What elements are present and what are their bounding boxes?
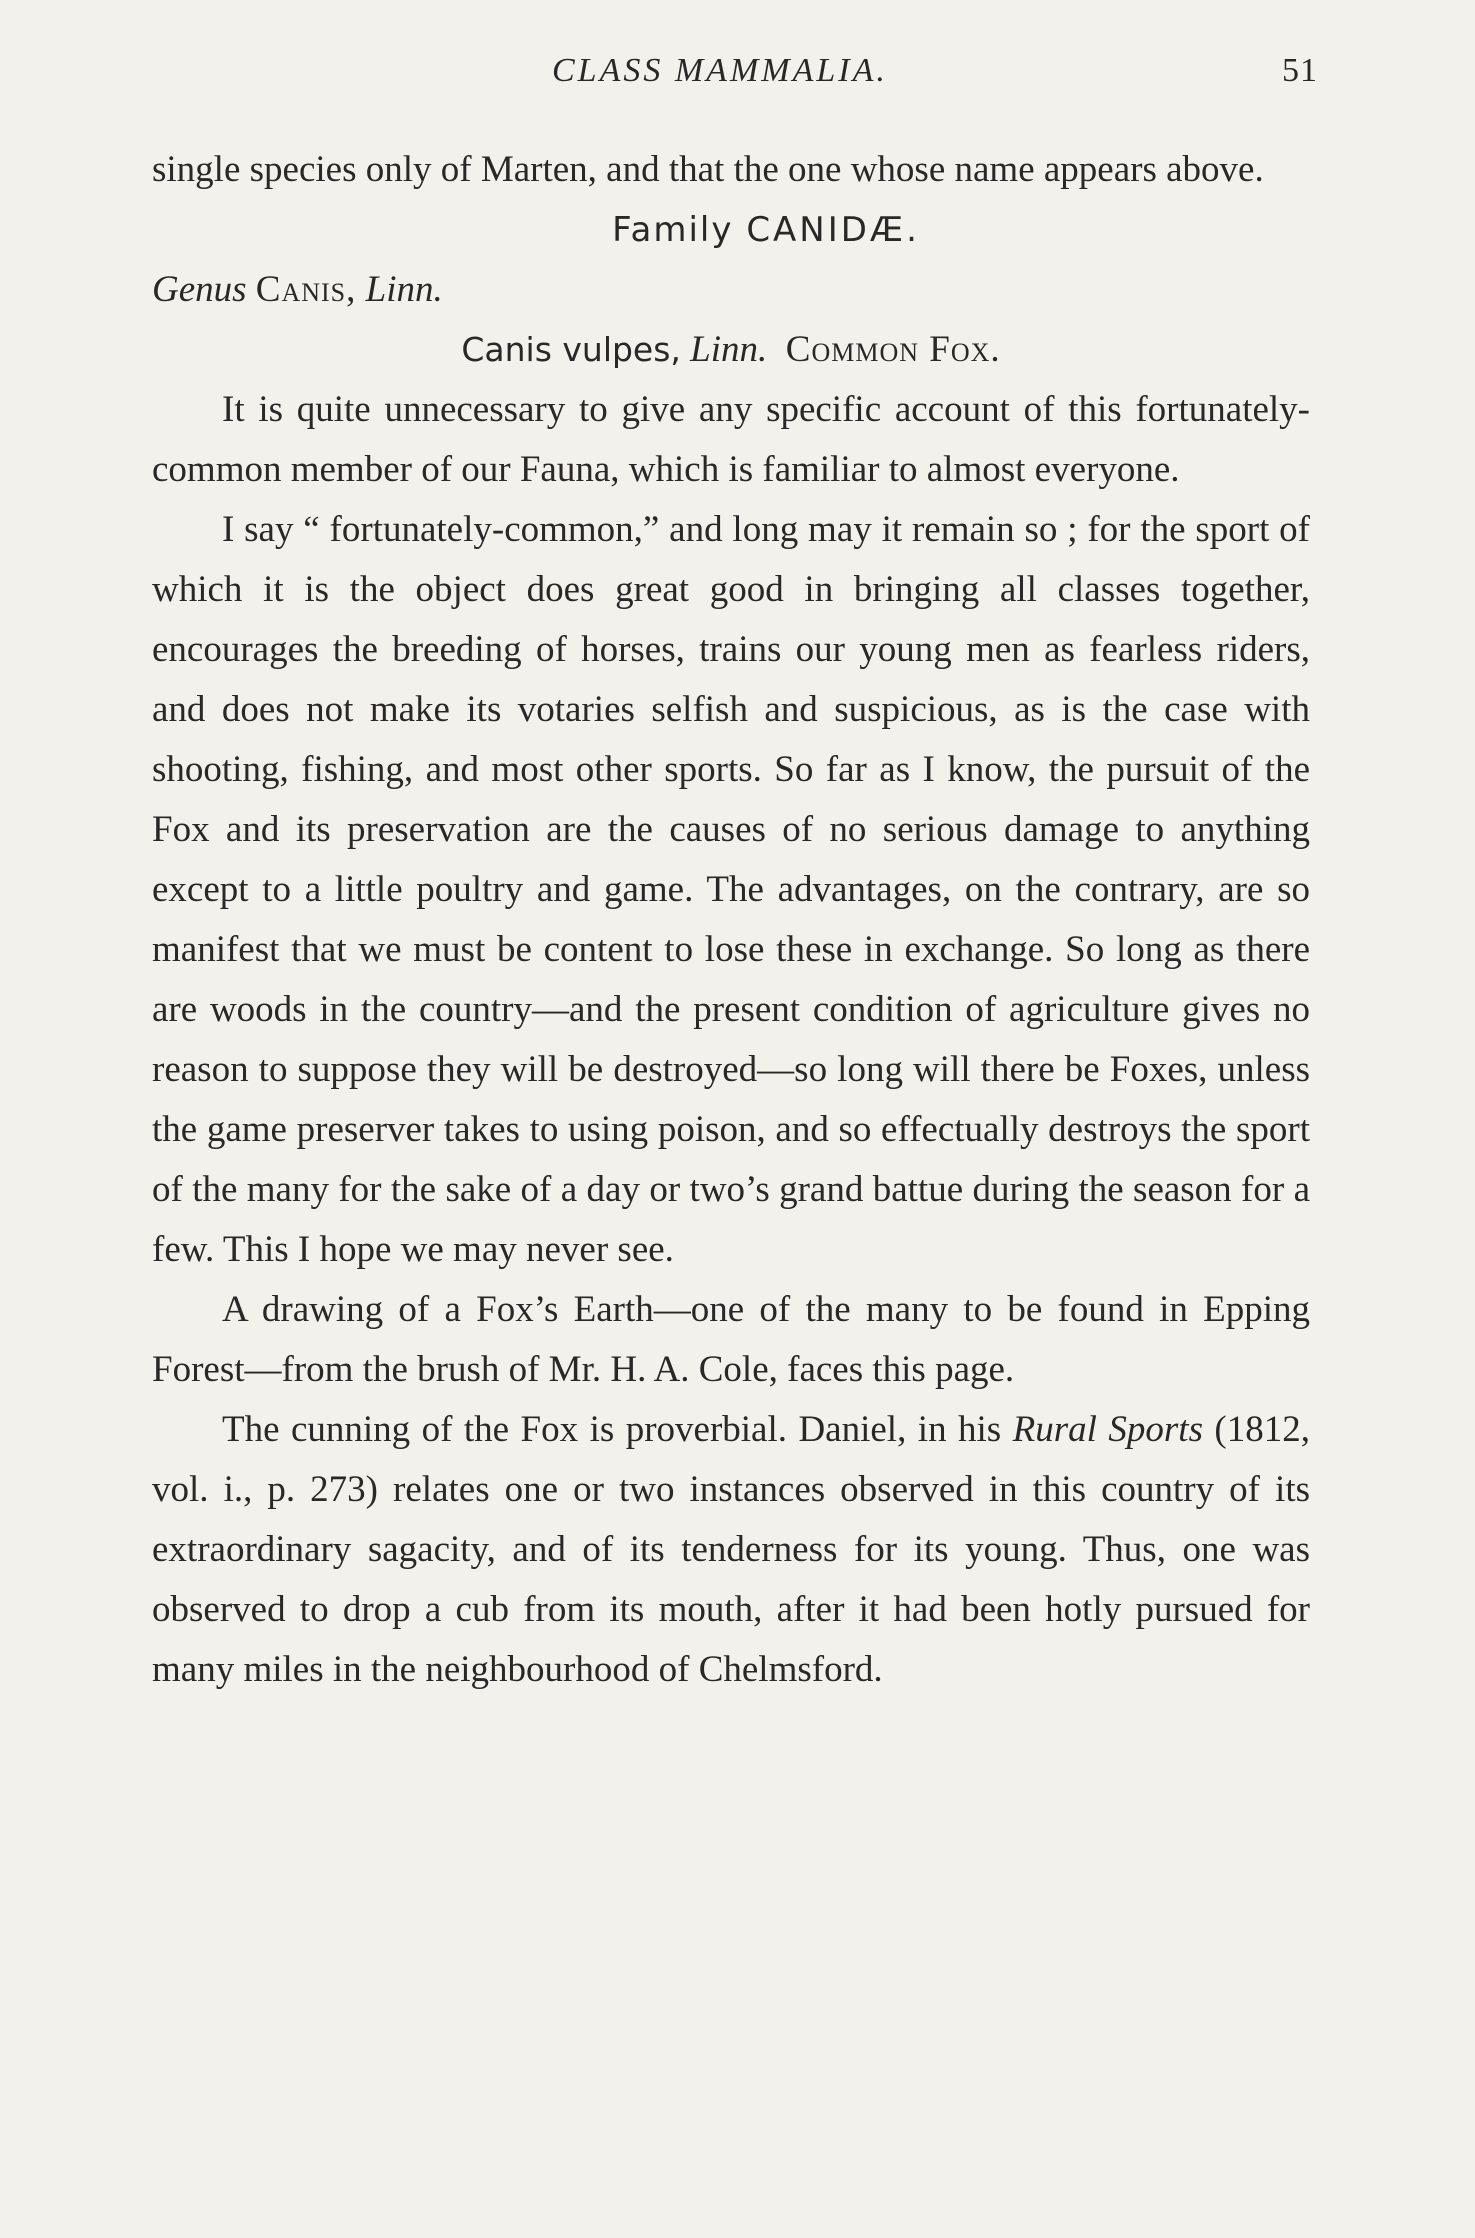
genus-heading [152,260,1310,320]
genus-authority: Linn. [365,269,443,310]
species-common-name: Common Fox. [785,329,1001,370]
paragraph-continuation: single species only of Marten, and that the one whose name appears above. [152,149,1264,190]
page-number: 51 [1282,52,1318,89]
genus-name: Canis, [255,269,357,310]
family-label: Family [612,210,734,250]
work-title: Rural Sports [1012,1409,1203,1450]
paragraph-4 [152,1400,1310,1700]
genus-word: Genus [152,269,247,310]
paragraph-4-start: The cunning of the Fox is proverbial. Daniel, in his [222,1409,1002,1450]
species-name: Canis vulpes, [461,330,681,369]
paragraph-3: A drawing of a Fox’s Earth—one of the many to be found in Epping Forest—from the brush of Mr. H. A. Cole, faces this page. [152,1289,1310,1390]
running-header [0,52,1475,102]
paragraph-2: I say “ fortunately-common,” and long may it remain so ; for the sport of which it is the object does great good in bringing all classes together, encourages the breeding of horses, trains our young men as fearless riders, and does not make its votaries selfish and suspicious, as is the case with shooting, fishing, and most other sports. So far as I know, the pursuit of the Fox and its preservation are the causes of no serious damage to anything except to a little poultry and game. The advantages, on the contrary, are so manifest that we must be content to lose these in exchange. So long as there are woods in the country—and the present condition of agriculture gives no reason to suppose they will be destroyed—so long will there be Foxes, unless the game preserver takes to using poison, and so effectually destroys the sport of the many for the sake of a day or two’s grand battue during the season for a few. This I hope we may never see. [152,509,1310,1270]
species-authority: Linn. [690,329,768,370]
family-heading [152,200,1310,260]
family-name: CANIDÆ. [746,210,920,250]
species-heading [152,320,1310,380]
body-text [152,140,1310,1700]
running-title: CLASS MAMMALIA. [552,52,888,89]
paragraph-4-rest: (1812, vol. i., p. 273) relates one or two instances observed in this country of its extraordinary sagacity, and of its tenderness for its young. Thus, one was observed to drop a cub from its mouth, after it had been hotly pursued for many miles in the neighbourhood of Chelmsford. [152,1409,1310,1690]
paragraph-1: It is quite unnecessary to give any specific account of this fortunately-common member of our Fauna, which is familiar to almost everyone. [152,389,1310,490]
